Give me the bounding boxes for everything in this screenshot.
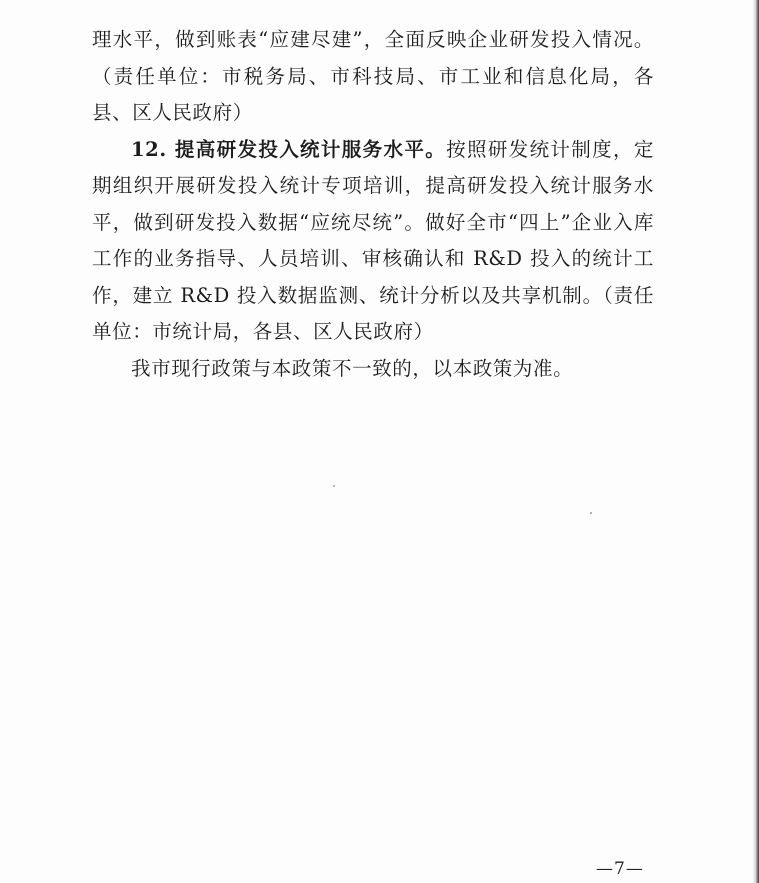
scan-speck: [333, 485, 335, 487]
paragraph-responsibility-tax: [92, 22, 654, 132]
paragraph-item-12: [92, 132, 654, 351]
paragraph-text: 理水平，做到账表“应建尽建”，全面反映企业研发投入情况。（责任单位：市税务局、市科技局、市工业和信息化局，各县、区人民政府）: [92, 28, 654, 124]
page-number: —7—: [596, 859, 644, 879]
scan-speck: [590, 512, 592, 514]
paragraph-closing-statement: [92, 351, 654, 388]
body-text: [92, 22, 654, 387]
scan-shadow-edge: [753, 0, 759, 883]
item-12-body: 按照研发统计制度，定期组织开展研发投入统计专项培训，提高研发投入统计服务水平，做到研发投入数据“应统尽统”。做好全市“四上”企业入库工作的业务指导、人员培训、审核确认和 R&D 投入的统计工作，建立 R&D 投入数据监测、统计分析以及共享机制。（责任单位：市统计局，各县、区人民政府）: [92, 137, 654, 343]
closing-statement-text: 我市现行政策与本政策不一致的，以本政策为准。: [131, 356, 574, 380]
item-12-heading: 12. 提高研发投入统计服务水平。: [131, 137, 447, 161]
